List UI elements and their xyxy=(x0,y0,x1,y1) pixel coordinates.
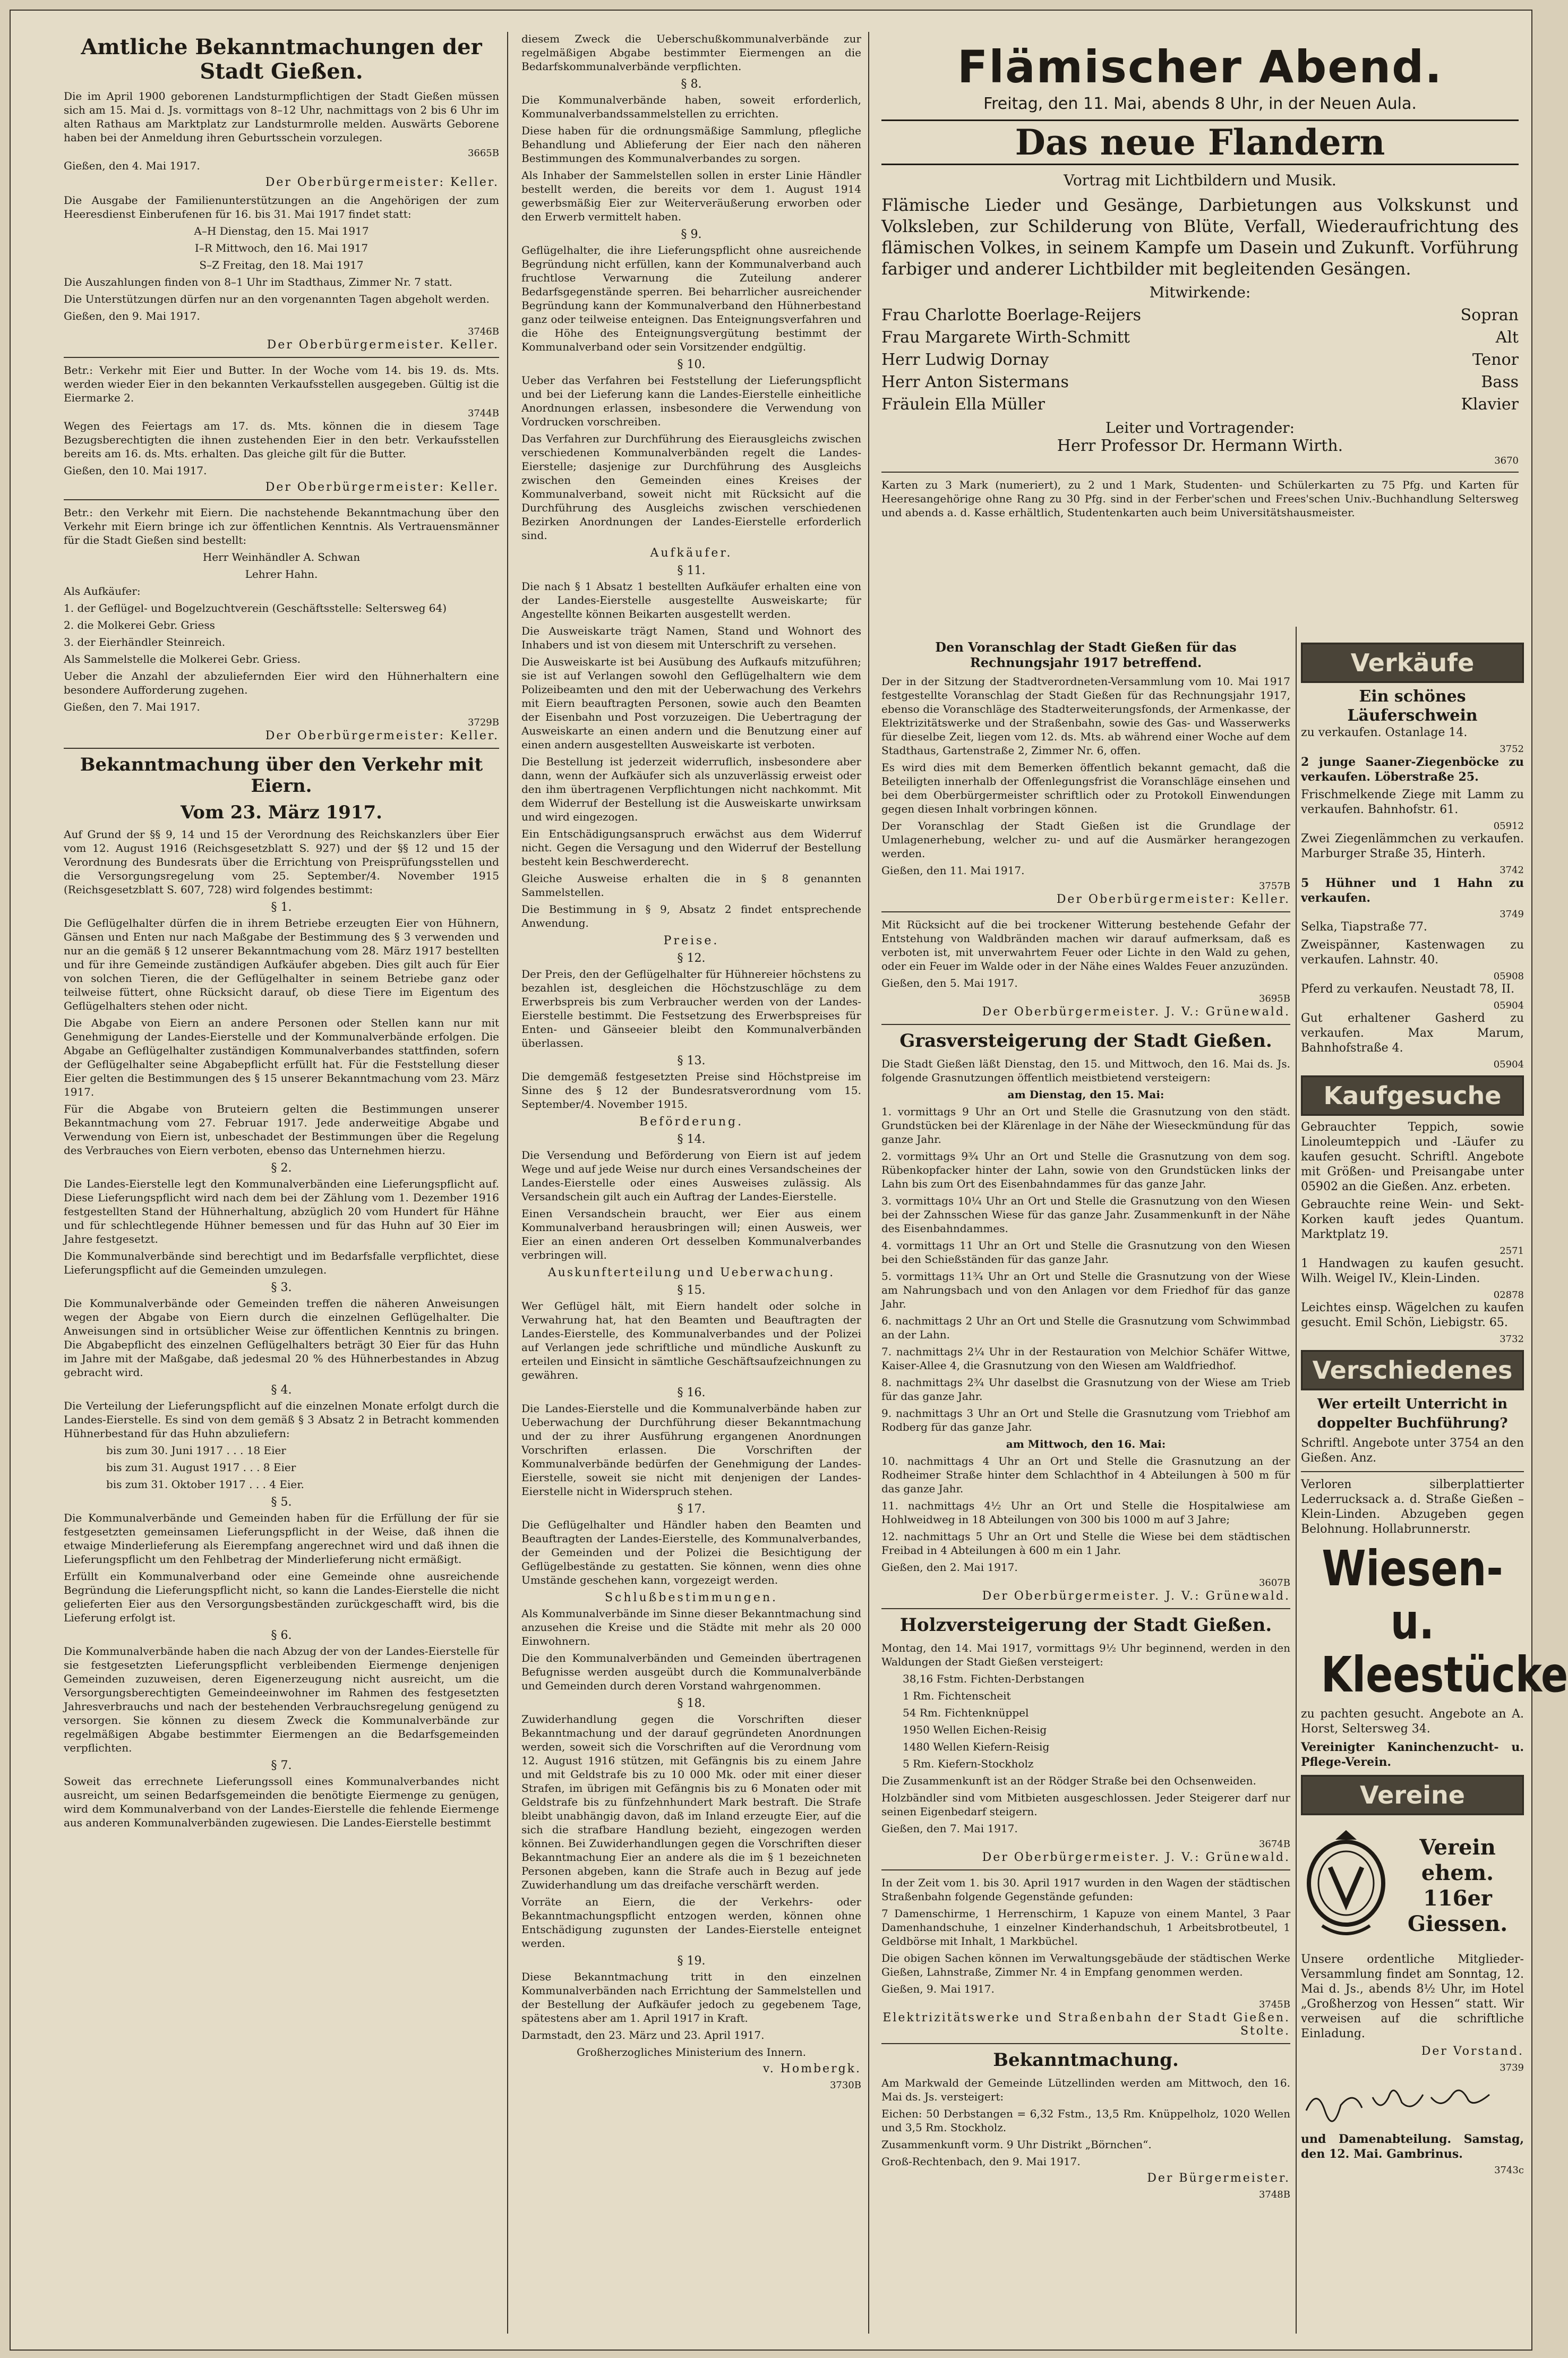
notice-line: Lehrer Hahn. xyxy=(245,568,318,580)
notice-signature: Der Oberbürgermeister. Keller. xyxy=(267,338,499,352)
notice-line: I–R Mittwoch, den 16. Mai 1917 xyxy=(194,242,369,254)
notice-signature: Der Oberbürgermeister: Keller. xyxy=(265,481,499,494)
section-heading: Bekanntmachung über den Verkehr mit Eiern. xyxy=(80,754,483,797)
notice-item: 1. vormittags 9 Uhr an Ort und Stelle die Grasnutzung von den städt. Grundstücken bei der Klärenlage in der Nähe der Wieseckmündung für das ganze Jahr. xyxy=(881,1105,1290,1146)
cast-row xyxy=(881,327,1519,349)
flemish-evening-ad xyxy=(881,32,1519,632)
column-rule xyxy=(1296,627,1297,2334)
ad-text: Zweispänner, Kastenwagen zu verkaufen. Lahnstr. 40. xyxy=(1301,938,1524,967)
handwritten-signature-icon xyxy=(1301,2084,1513,2121)
section-heading: Holzversteigerung der Stadt Gießen. xyxy=(899,1614,1272,1636)
section-number: § 4. xyxy=(271,1383,292,1397)
paragraph: Das Verfahren zur Durchführung des Eierausgleichs zwischen verschiedenen Kommunalverbänden regelt die Landes-Eierstelle; dasjenige zur Durchführung des Ausgleichs zwischen den Gemeinden eines Kreises der Kommunalverband, soweit nicht mit Rücksicht auf die Durchführung des Ausgleichs zwischen verschiedenen Bezirken Anordnungen der Landes-Eierstelle erforderlich sind. xyxy=(521,432,861,542)
cast-name: Herr Ludwig Dornay xyxy=(881,351,1049,369)
paragraph: Die nach § 1 Absatz 1 bestellten Aufkäufer erhalten eine von der Landes-Eierstelle ausgestellte Ausweiskarte; für Angestellte können Beikarten ausgestellt werden. xyxy=(521,580,861,620)
ad-text: Zwei Ziegenlämmchen zu verkaufen. Marburger Straße 35, Hinterh. xyxy=(1301,832,1524,860)
section-number: § 14. xyxy=(677,1133,706,1146)
ad-text: Leichtes einsp. Wägelchen zu kaufen gesucht. Emil Schön, Liebigstr. 65. xyxy=(1301,1301,1524,1329)
paragraph: Die Landes-Eierstelle legt den Kommunalverbänden eine Lieferungspflicht auf. Diese Lieferungspflicht wird nach dem bei der Zählung vom 1. Dezember 1916 festgestellten Stand der Hühnerhaltung, abzüglich 20 vom Hundert für Hähne und für schlechtlegende Hühner bemessen und für das Huhn auf 30 Eier im Jahre festgesetzt. xyxy=(64,1177,499,1245)
ad-number: 3742 xyxy=(1500,865,1524,876)
wood-item: 54 Rm. Fichtenknüppel xyxy=(903,1706,1029,1719)
paragraph: Die demgemäß festgesetzten Preise sind Höchstpreise im Sinne des § 12 der Bundesratsverordnung vom 15. September/4. November 1915. xyxy=(521,1070,861,1110)
paragraph: Die Verteilung der Lieferungspflicht auf die einzelnen Monate erfolgt durch die Landes-Eierstelle. Es sind von dem gemäß § 3 Absatz 2 in Betracht kommenden Hühnerbestand für das Huhn abzuliefern: xyxy=(64,1399,499,1440)
paragraph: Die Geflügelhalter dürfen die in ihrem Betriebe erzeugten Eier von Hühnern, Gänsen und Enten nur nach Maßgabe der Bestimmung des § 3 verwenden und nur an die gemäß § 12 unserer Bekanntmachung vom 28. März 1917 bestellten und für ihre Gemeinde zuständigen Aufkäufer abgeben. Dies gilt auch für Eier von solchen Tieren, die der Geflügelhalter in seinem Betriebe ganz oder teilweise füttert, ohne Rücksicht darauf, ob diese Tiere im Eigentum des Geflügelhalters stehen oder nicht. xyxy=(64,917,499,1012)
paragraph: Ueber das Verfahren bei Feststellung der Lieferungspflicht und bei der Lieferung kann die Landes-Eierstelle einheitliche Anordnungen erlassen, insbesondere die Verwendung von Vordrucken vorschreiben. xyxy=(521,374,861,428)
paragraph: Gleiche Ausweise erhalten die in § 8 genannten Sammelstellen. xyxy=(521,872,861,899)
notice-number: 3729B xyxy=(467,717,499,728)
section-title: Schlußbestimmungen. xyxy=(604,1591,778,1604)
section-number: § 18. xyxy=(677,1697,706,1710)
notice-date: Groß-Rechtenbach, den 9. Mai 1917. xyxy=(881,2155,1081,2168)
paragraph: Die Ausweiskarte trägt Namen, Stand und Wohnort des Inhabers und ist von diesem mit Unterschrift zu versehen. xyxy=(521,625,861,651)
notice-date: Gießen, den 7. Mai 1917. xyxy=(64,700,200,713)
section-number: § 3. xyxy=(271,1281,292,1294)
section-heading: Grasversteigerung der Stadt Gießen. xyxy=(899,1030,1272,1052)
ad-leader-heading: Leiter und Vortragender: xyxy=(1105,419,1295,437)
notice-text: Die Zusammenkunft ist an der Rödger Straße bei den Ochsenweiden. xyxy=(881,1774,1256,1787)
wood-item: 5 Rm. Kiefern-Stockholz xyxy=(903,1757,1034,1770)
section-number: § 13. xyxy=(677,1054,706,1067)
ad-text: Verloren silberplattierter Lederrucksack a. d. Straße Gießen – Klein-Linden. Abzugeben gegen Belohnung. Hollabrunnerstr. xyxy=(1301,1478,1524,1536)
notice-item: 11. nachmittags 4½ Uhr an Ort und Stelle die Hospitalwiese am Hohlweidweg in 18 Abteilungen von 300 bis 1000 m auf 3 Jahre; xyxy=(881,1499,1290,1526)
category-header-verkaeufe: Verkäufe xyxy=(1301,643,1524,683)
section-number: § 16. xyxy=(677,1386,706,1399)
notice-text: Die Ausgabe der Familienunterstützungen an die Angehörigen der zum Heeresdienst Einberufenen für 16. bis 31. Mai 1917 findet statt: xyxy=(64,194,499,220)
notice-text: Die Unterstützungen dürfen nur an den vorgenannten Tagen abgeholt werden. xyxy=(64,293,490,305)
notice-number: 3730B xyxy=(829,2080,861,2091)
wiesen-headline: Wiesen- u. Kleestücke xyxy=(1321,1540,1568,1703)
wood-item: 1950 Wellen Eichen-Reisig xyxy=(903,1723,1047,1736)
notice-date: Gießen, den 7. Mai 1917. xyxy=(881,1822,1018,1835)
notice-item: 6. nachmittags 2 Uhr an Ort und Stelle die Grasnutzung vom Schwimmbad an der Lahn. xyxy=(881,1314,1290,1341)
notice-date: Gießen, den 2. Mai 1917. xyxy=(881,1561,1018,1574)
paragraph: Die Versendung und Beförderung von Eiern ist auf jedem Wege und auf jede Weise nur durch eines Versandscheines der Landes-Eierstelle oder eines Ausweises zulässig. Als Versandschein gilt auch ein Auftrag der Landes-Eierstelle. xyxy=(521,1149,861,1203)
cast-row xyxy=(881,304,1519,327)
ad-text: Gut erhaltener Gasherd zu verkaufen. Max Marum, Bahnhofstraße 4. xyxy=(1301,1012,1524,1055)
notice-date: Gießen, den 5. Mai 1917. xyxy=(881,977,1018,989)
ad-text: Wer erteilt Unterricht in doppelter Buchführung? xyxy=(1317,1396,1508,1431)
paragraph: Ein Entschädigungsanspruch erwächst aus dem Widerruf nicht. Gegen die Versagung und den Widerruf der Bestellung besteht kein Beschwerderecht. xyxy=(521,827,861,868)
notice-number: 3757B xyxy=(1258,881,1290,892)
ad-text: Pferd zu verkaufen. Neustadt 78, II. xyxy=(1301,982,1515,996)
ad-number: 05904 xyxy=(1493,1059,1524,1070)
paragraph: Vorräte an Eiern, die der Verkehrs- oder Bekanntmachungspflicht entzogen werden, können ohne Entschädigung zugunsten der Landes-Eierstelle enteignet werden. xyxy=(521,1895,861,1950)
notice-date: Gießen, den 10. Mai 1917. xyxy=(64,464,207,477)
ad-text: Schriftl. Angebote unter 3754 an den Gießen. Anz. xyxy=(1301,1437,1524,1465)
notice-line: Als Aufkäufer: xyxy=(64,585,141,597)
notice-line: Als Sammelstelle die Molkerei Gebr. Griess. xyxy=(64,653,301,665)
notice-text: Der in der Sitzung der Stadtverordneten-Versammlung vom 10. Mai 1917 festgestellte Voranschlag der Stadt Gießen für das Rechnungsjahr 1917, ebenso die Voranschläge des Stadterweiterungsfonds, der Armenkasse, der Elektrizitätswerke und der Straßenbahn, sowie des Gas- und Wasserwerks für dieselbe Zeit, liegen vom 12. ds. Mts. ab während einer Woche auf dem Stadthaus, Gartenstraße 2, Zimmer Nr. 6, offen. xyxy=(881,675,1290,757)
ad-text: 2 junge Saaner-Ziegenböcke zu verkaufen. Löberstraße 25. xyxy=(1301,755,1524,784)
ad-date: Freitag, den 11. Mai, abends 8 Uhr, in der Neuen Aula. xyxy=(983,95,1417,113)
cast-name: Frau Charlotte Boerlage-Reijers xyxy=(881,306,1141,324)
notice-item: 9. nachmittags 3 Uhr an Ort und Stelle die Grasnutzung vom Triebhof am Rodberg für das ganze Jahr. xyxy=(881,1407,1290,1433)
notice-signature: Der Oberbürgermeister: Keller. xyxy=(265,176,499,189)
ad-title: Flämischer Abend. xyxy=(957,41,1443,93)
wood-item: 38,16 Fstm. Fichten-Derbstangen xyxy=(903,1672,1085,1685)
ad-text: Vereinigter Kaninchenzucht- u. Pflege-Verein. xyxy=(1301,1740,1524,1769)
notice-item: 8. nachmittags 2¾ Uhr daselbst die Grasnutzung von der Wiese am Trieb für das ganze Jahr. xyxy=(881,1376,1290,1403)
notice-item: 7. nachmittags 2¼ Uhr in der Restauration von Melchior Schäfer Wittwe, Kaiser-Allee 4, die Grasnutzung von den Wiesen am Waldfriedhof. xyxy=(881,1345,1290,1372)
paragraph: Für die Abgabe von Bruteiern gelten die Bestimmungen unserer Bekanntmachung vom 27. Februar 1917. Jede anderweitige Abgabe und Verwendung von Eiern ist, unbeschadet der Bestimmungen über die Regelung des Verbrauches von Eiern verboten, ebenso das Unternehmen hierzu. xyxy=(64,1103,499,1157)
section-number: § 9. xyxy=(681,228,702,241)
notice-text: Es wird dies mit dem Bemerken öffentlich bekannt gemacht, daß die Beteiligten innerhalb der Offenlegungsfrist die Voranschläge einsehen und bei dem Oberbürgermeister schriftlich oder zu Protokoll Einwendungen gegen diesen Inhalt vorbringen können. xyxy=(881,761,1290,815)
notice-issuer: Großherzogliches Ministerium des Innern. xyxy=(577,2046,806,2058)
notice-line: 1. der Geflügel- und Bogelzuchtverein (Geschäftsstelle: Seltersweg 64) xyxy=(64,602,447,614)
paragraph: Zuwiderhandlung gegen die Vorschriften dieser Bekanntmachung und der darauf gegründeten Anordnungen werden, soweit sich die Vorschriften auf die Verordnung vom 12. August 1916 stützen, mit Gefängnis bis zu einem Jahre und mit Geldstrafe bis zu 10 000 Mk. oder mit einer dieser Strafen, im übrigen mit Gefängnis bis zu 6 Monaten oder mit Geldstrafe bis zu fünfzehnhundert Mark bestraft. Die Strafe bleibt unabhängig davon, daß im Inland erzeugte Eier, auf die sich die strafbare Handlung bezieht, eingezogen werden können. Bei Zuwiderhandlungen gegen die Vorschriften dieser Bekanntmachung Eier an andere als die im § 1 bezeichneten Personen abgeben, kann die Strafe auch in Bezug auf jede Zuwiderhandlung um das dreifache verschärft werden. xyxy=(521,1713,861,1891)
ad-number: 05908 xyxy=(1493,971,1524,982)
section-title: Preise. xyxy=(663,934,719,947)
ad-text: Frischmelkende Ziege mit Lamm zu verkaufen. Bahnhofstr. 61. xyxy=(1301,788,1524,816)
notice-heading: Den Voranschlag der Stadt Gießen für das Rechnungsjahr 1917 betreffend. xyxy=(935,639,1237,670)
notice-number: 3745B xyxy=(1258,1999,1290,2010)
ad-number: 05912 xyxy=(1493,821,1524,832)
notice-number: 3746B xyxy=(467,326,499,337)
notice-text: Holzbändler sind vom Mitbieten ausgeschlossen. Jeder Steigerer darf nur seinen Eigenbedarf steigern. xyxy=(881,1791,1290,1818)
notice-number: 3744B xyxy=(467,408,499,419)
paragraph: Die Abgabe von Eiern an andere Personen oder Stellen kann nur mit Genehmigung der Landes-Eierstelle und der Kommunalverbände erfolgen. Die Abgabe an Geflügelhalter zuständigen Kommunalverbandes stattfinden, sofern der Geflügelhalter seine Abgabepflicht erfüllt hat. Für die Feststellung dieser Eier gelten die Bestimmungen des § 15 unserer Bekanntmachung vom 23. März 1917. xyxy=(64,1016,499,1098)
notice-day: am Dienstag, den 15. Mai: xyxy=(1007,1088,1164,1101)
notice-text: Die obigen Sachen können im Verwaltungsgebäude der städtischen Werke Gießen, Lahnstraße, Zimmer Nr. 4 in Empfang genommen werden. xyxy=(881,1952,1290,1978)
paragraph: Als Inhaber der Sammelstellen sollen in erster Linie Händler bestellt werden, die bereits vor dem 1. August 1914 gewerbsmäßig Eier zur Weiterveräußerung erworben oder den Erwerb vermittelt haben. xyxy=(521,169,861,223)
notice-text: Am Markwald der Gemeinde Lützellinden werden am Mittwoch, den 16. Mai ds. Js. versteigert: xyxy=(881,2077,1290,2103)
section-title: Beförderung. xyxy=(639,1115,744,1129)
notice-signature: Elektrizitätswerke und Straßenbahn der Stadt Gießen. Stolte. xyxy=(882,2011,1290,2038)
notice-text: Die Auszahlungen finden von 8–1 Uhr im Stadthaus, Zimmer Nr. 7 statt. xyxy=(64,276,452,288)
notice-date: Gießen, den 11. Mai 1917. xyxy=(881,864,1025,877)
section-number: § 10. xyxy=(677,358,706,371)
notice-item: 12. nachmittags 5 Uhr an Ort und Stelle die Wiese bei dem städtischen Freibad in 4 Abteilungen à 600 m ein 1 Jahr. xyxy=(881,1530,1290,1557)
ad-lead: Vortrag mit Lichtbildern und Musik. xyxy=(1064,172,1336,189)
ad-text: zu pachten gesucht. Angebote an A. Horst, Seltersweg 34. xyxy=(1301,1707,1524,1736)
paragraph: Die Kommunalverbände haben, soweit erforderlich, Kommunalverbandssammelstellen zu errichten. xyxy=(521,93,861,120)
notice-item: 2. vormittags 9¾ Uhr an Ort und Stelle die Grasnutzung von dem sog. Rübenkopfacker hinter der Lahn, sowie von den Grundstücken links der Lahn bis zum Ort des Eisenbahndammes für das ganze Jahr. xyxy=(881,1150,1290,1190)
paragraph: Die Bestellung ist jederzeit widerruflich, insbesondere aber dann, wenn der Aufkäufer sich als unzuverlässig erweist oder den ihm übertragenen Verpflichtungen nicht nachkommt. Mit dem Widerruf der Bestellung ist die Ausweiskarte unwirksam und wird eingezogen. xyxy=(521,755,861,823)
notice-signature: Der Oberbürgermeister. J. V.: Grünewald. xyxy=(982,1590,1290,1603)
cast-role: Sopran xyxy=(1460,306,1519,324)
ad-number: 2571 xyxy=(1500,1245,1524,1257)
paragraph: bis zum 31. August 1917 . . . 8 Eier xyxy=(106,1461,296,1474)
section-title: Aufkäufer. xyxy=(650,546,733,560)
paragraph: Geflügelhalter, die ihre Lieferungspflicht ohne ausreichende Begründung nicht erfüllen, kann der Kommunalverband auch fruchtlose Verwarnung die Zuteilung anderer Bedarfsgegenstände sperren. Bei beharrlicher ausreichender Begründung kann der Kommunalverband den Hühnerbestand ganz oder teilweise enteignen. Das Enteignungsverfahren und die Höhe des Enteignungsvergütung bestimmt der Kommunalverband oder sein Vorsitzender endgültig. xyxy=(521,244,861,353)
ad-number: 3670 xyxy=(1494,455,1519,466)
notice-item: 5. vormittags 11¾ Uhr an Ort und Stelle die Grasnutzung von der Wiese am Nahrungsbach und von den Anlagen vor dem Friedhof für das ganze Jahr. xyxy=(881,1270,1290,1310)
paragraph: Diese Bekanntmachung tritt in den einzelnen Kommunalverbänden nach Errichtung der Sammelstellen und der Bestellung der Aufkäufer jedoch zu gegebenem Tage, spätestens aber am 1. April 1917 in Kraft. xyxy=(521,1970,861,2024)
ad-text: zu verkaufen. Ostanlage 14. xyxy=(1301,726,1468,739)
section-subheading: Vom 23. März 1917. xyxy=(181,802,382,823)
ad-tickets: Karten zu 3 Mark (numeriert), zu 2 und 1 Mark, Studenten- und Schülerkarten zu 75 Pfg. und Karten für Heeresangehörige ohne Rang zu 30 Pfg. sind in der Ferber'schen und Frees'schen Univ.-Buchhandlung Seltersweg und abends a. d. Kasse erhältlich, Studentenkarten auch beim Universitätshausmeister. xyxy=(881,479,1519,519)
notice-text: Eichen: 50 Derbstangen = 6,32 Fstm., 13,5 Rm. Knüppelholz, 1020 Wellen und 3,5 Rm. Stockholz. xyxy=(881,2107,1290,2134)
notice-number: 3674B xyxy=(1258,1839,1290,1850)
section-number: § 1. xyxy=(271,901,292,914)
notice-date: Gießen, den 9. Mai 1917. xyxy=(64,310,200,322)
cast-name: Herr Anton Sistermans xyxy=(881,373,1069,391)
section-number: § 15. xyxy=(677,1284,706,1297)
notice-number: 3748B xyxy=(1258,2189,1290,2200)
ad-number: 3739 xyxy=(1500,2062,1524,2073)
cast-role: Bass xyxy=(1481,373,1519,391)
paragraph: Auf Grund der §§ 9, 14 und 15 der Verordnung des Reichskanzlers über Eier vom 12. August 1916 (Reichsgesetzblatt S. 927) und der §§ 12 und 15 der Verordnung des Bundesrats über die Errichtung von Preisprüfungsstellen und die Versorgungsregelung vom 25. September/4. November 1915 (Reichsgesetzblatt S. 607, 728) wird folgendes bestimmt: xyxy=(64,828,499,896)
paragraph: Die Ausweiskarte ist bei Ausübung des Aufkaufs mitzuführen; sie ist auf Verlangen sowohl den Geflügelhaltern wie dem Polizeibeamten und den mit der Ueberwachung des Verkehrs mit Eiern beauftragten Personen, sowie auch den Beamten der Eisenbahn und Post vorzuzeigen. Die Uebertragung der Ausweiskarte an einen andern und die Benutzung einer auf einen andern ausgestellten Ausweiskarte ist verboten. xyxy=(521,655,861,751)
notice-item: 4. vormittags 11 Uhr an Ort und Stelle die Grasnutzung von den Wiesen bei den Schießständen für das ganze Jahr. xyxy=(881,1239,1290,1266)
column-rule xyxy=(868,32,869,2334)
newspaper-page xyxy=(10,10,1568,2351)
notice-number: 3695B xyxy=(1258,993,1290,1004)
notice-number: 3665B xyxy=(467,148,499,159)
ad-text: Unsere ordentliche Mitglieder-Versammlung findet am Sonntag, 12. Mai d. Js., abends 8½ Uhr, im Hotel „Großherzog von Hessen“ statt. Wir verweisen auf die schriftliche Einladung. xyxy=(1301,1953,1524,2040)
notice-date: Darmstadt, den 23. März und 23. April 1917. xyxy=(521,2029,765,2041)
section-number: § 2. xyxy=(271,1161,292,1175)
ad-cast-list xyxy=(881,304,1519,416)
paragraph: Die Landes-Eierstelle und die Kommunalverbände haben zur Ueberwachung der Durchführung dieser Bekanntmachung und der zu ihrer Ausführung ergangenen Anordnungen Vorschriften erlassen. Die Vorschriften der Kommunalverbände bedürfen der Genehmigung der Landes-Eierstelle, soweit sie nicht mit denjenigen der Landes-Eierstelle nicht in Widerspruch stehen. xyxy=(521,1402,861,1498)
paragraph: Die den Kommunalverbänden und Gemeinden übertragenen Befugnisse werden ausgeübt durch die Kommunalverbände und Gemeinden durch deren Vorstand wahrgenommen. xyxy=(521,1652,861,1692)
ad-headline: Das neue Flandern xyxy=(881,119,1519,165)
ad-cast-heading: Mitwirkende: xyxy=(1149,284,1251,301)
ad-text: Gebrauchter Teppich, sowie Linoleumteppich und -Läufer zu kaufen gesucht. Schriftl. Angebote mit Größen- und Preisangabe unter 05902 an die Gießen. Anz. erbeten. xyxy=(1301,1121,1524,1193)
notice-line: Herr Weinhändler A. Schwan xyxy=(202,551,361,563)
ad-number: 3749 xyxy=(1500,909,1524,920)
paragraph: Die Kommunalverbände und Gemeinden haben für die Erfüllung der für sie festgesetzten gemeinsamen Lieferungspflicht in der Weise, daß ihnen die etwaige Minderlieferung als Eierempfang angerechnet wird und daß ihnen die Lieferungspflicht um den Fehlbetrag der Minderlieferung nicht ermäßigt. xyxy=(64,1511,499,1566)
notice-text: 7 Damenschirme, 1 Herrenschirm, 1 Kapuze von einem Mantel, 3 Paar Damenhandschuhe, 1 einzelner Kinderhandschuh, 1 Arbeitsbrotbeutel, 1 Geldbörse mit Inhalt, 1 Markbüchel. xyxy=(881,1907,1290,1947)
paragraph: Die Geflügelhalter und Händler haben den Beamten und Beauftragten der Landes-Eierstelle, des Kommunalverbandes, der Gemeinden und der Polizei die Besichtigung der Geflügelbestände zu gestatten. Sie können, wenn dies ohne Umstände geschehen kann, vorgezeigt werden. xyxy=(521,1518,861,1586)
notice-text: In der Zeit vom 1. bis 30. April 1917 wurden in den Wagen der städtischen Straßenbahn folgende Gegenstände gefunden: xyxy=(881,1876,1290,1903)
notice-signature: Der Oberbürgermeister. J. V.: Grünewald. xyxy=(982,1005,1290,1019)
section-heading: Bekanntmachung. xyxy=(993,2049,1179,2071)
section-number: § 11. xyxy=(677,564,706,577)
paragraph: Die Kommunalverbände haben die nach Abzug der von der Landes-Eierstelle für sie festgesetzten Lieferungspflicht verbleibenden Eiermenge denjenigen Gemeinden zuzuweisen, deren Eigenerzeugung nicht ausreicht, um die Versorgungsberechtigten Gemeindeeinwohner im Rahmen des festgesetzten Jahresverbrauchs und nach der bestehenden Verbrauchsregelung genügend zu versorgen. Sie können zu diesem Zweck die Kommunalverbände zur regelmäßigen Abgabe bestimmter Eiermengen an die Bedarfsgemeinden verpflichten. xyxy=(64,1645,499,1754)
paragraph: Als Kommunalverbände im Sinne dieser Bekanntmachung sind anzusehen die Kreise und die Städte mit mehr als 20 000 Einwohnern. xyxy=(521,1607,861,1647)
notice-text: Montag, den 14. Mai 1917, vormittags 9½ Uhr beginnend, werden in den Waldungen der Stadt Gießen versteigert: xyxy=(881,1642,1290,1668)
ad-text: Gebrauchte reine Wein- und Sekt-Korken kauft jedes Quantum. Marktplatz 19. xyxy=(1301,1198,1524,1241)
notice-text: Die im April 1900 geborenen Landsturmpflichtigen der Stadt Gießen müssen sich am 15. Mai d. Js. vormittags von 8–12 Uhr, nachmittags von 2 bis 6 Uhr im alten Rathaus am Marktplatz zur Landsturmrolle melden. Auswärts Geborene haben bei der Anmeldung ihren Geburtsschein vorzulegen. xyxy=(64,90,499,144)
ad-number: 3732 xyxy=(1500,1334,1524,1345)
ad-number: 3743c xyxy=(1494,2165,1524,2176)
notice-text: Der Voranschlag der Stadt Gießen ist die Grundlage der Umlagenerhebung, welcher zu- und auf die Ausmärker herangezogen werden. xyxy=(881,819,1290,860)
column-rule xyxy=(507,32,508,2334)
regimental-emblem-icon xyxy=(1301,1825,1391,1947)
paragraph: bis zum 30. Juni 1917 . . . 18 Eier xyxy=(106,1444,286,1457)
paragraph: Diese haben für die ordnungsmäßige Sammlung, pflegliche Behandlung und Ablieferung der Eier nach den näheren Bestimmungen des Kommunalverbandes zu sorgen. xyxy=(521,124,861,165)
ad-number: 02878 xyxy=(1493,1289,1524,1301)
cast-role: Tenor xyxy=(1472,351,1519,369)
notice-signature: Der Oberbürgermeister. J. V.: Grünewald. xyxy=(982,1851,1290,1864)
notice-number: 3607B xyxy=(1258,1577,1290,1588)
notice-text: Mit Rücksicht auf die bei trockener Witterung bestehende Gefahr der Entstehung von Waldbränden machen wir darauf aufmerksam, daß es verboten ist, mit unverwahrtem Feuer oder Lichte in den Wald zu gehen, oder ein Feuer im Walde oder in der Nähe eines Waldes Feuer anzuzünden. xyxy=(881,918,1290,972)
column-2 xyxy=(521,32,861,2334)
notice-item: 10. nachmittags 4 Uhr an Ort und Stelle die Grasnutzung an der Rodheimer Straße hinter dem Schlachthof in 4 Abteilungen à 500 m für das ganze Jahr. xyxy=(881,1455,1290,1495)
paragraph: Erfüllt ein Kommunalverband oder eine Gemeinde ohne ausreichende Begründung die Lieferungspflicht nicht, so kann die Landes-Eierstelle die nicht gelieferten Eier aus den Versorgungsbeständen zurückgeschafft wird, bis die Lieferung erfolgt ist. xyxy=(64,1570,499,1624)
paragraph: Soweit das errechnete Lieferungssoll eines Kommunalverbandes nicht ausreicht, um seinen Bedarfsgemeinden die benötigte Eiermenge zu genügen, wird dem Kommunalverband von der Landes-Eierstelle die fehlende Eiermenge aus anderen Kommunalverbänden zugewiesen. Die Landes-Eierstelle bestimmt xyxy=(64,1775,499,1829)
paragraph: Der Preis, den der Geflügelhalter für Hühnereier höchstens zu bezahlen ist, desgleichen die Höchstzuschläge zu dem Erwerbspreis bis zum Verbraucher werden von der Landes-Eierstelle bestimmt. Die Festsetzung des Erwerbspreises für Enten- und Gänseeier bleibt den Kommunalverbänden überlassen. xyxy=(521,968,861,1049)
section-number: § 19. xyxy=(677,1954,706,1968)
cast-row xyxy=(881,394,1519,416)
paragraph: Die Kommunalverbände oder Gemeinden treffen die näheren Anweisungen wegen der Abgabe von Eiern durch die einzelnen Geflügelhalter. Die Anweisungen sind in ortsüblicher Weise zur öffentlichen Kenntnis zu bringen. Die Abgabepflicht des einzelnen Geflügelhalters beträgt 30 Eier für das Huhn im Jahre mit der Maßgabe, daß jedesmal 20 % des Hühnerbestandes in Abzug gebracht wird. xyxy=(64,1297,499,1379)
notice-text: Die Stadt Gießen läßt Dienstag, den 15. und Mittwoch, den 16. Mai ds. Js. folgende Grasnutzungen öffentlich meistbietend versteigern: xyxy=(881,1057,1290,1084)
notice-text: Betr.: den Verkehr mit Eiern. Die nachstehende Bekanntmachung über den Verkehr mit Eiern bringe ich zur öffentlichen Kenntnis. Als Vertrauensmänner für die Stadt Gießen sind bestellt: xyxy=(64,506,499,546)
notice-line: S–Z Freitag, den 18. Mai 1917 xyxy=(199,259,364,271)
category-header-verschiedenes: Verschiedenes xyxy=(1301,1350,1524,1390)
ad-text: 5 Hühner und 1 Hahn zu verkaufen. xyxy=(1301,876,1524,905)
category-header-vereine: Vereine xyxy=(1301,1775,1524,1815)
notice-text: Wegen des Feiertags am 17. ds. Mts. können die in diesem Tage Bezugsberechtigten die ihnen zustehenden Eier in den betr. Verkaufsstellen bereits am 16. ds. Mts. erhalten. Das gleiche gilt für die Butter. xyxy=(64,420,499,460)
notice-signature: v. Hombergk. xyxy=(762,2062,861,2075)
column-1 xyxy=(64,32,499,2334)
ad-body: Flämische Lieder und Gesänge, Darbietungen aus Volkskunst und Volksleben, zur Schilderung von Blüte, Verfall, Wiederaufrichtung des flämischen Volkes, in seinem Kampfe um Dasein und Zukunft. Vorführung farbiger und anderer Lichtbilder mit begleitenden Gesängen. xyxy=(881,195,1519,279)
section-number: § 7. xyxy=(271,1759,292,1772)
ad-text: und Damenabteilung. Samstag, den 12. Mai. Gambrinus. xyxy=(1301,2132,1524,2161)
paragraph: Die Bestimmung in § 9, Absatz 2 findet entsprechende Anwendung. xyxy=(521,903,861,929)
paragraph: Einen Versandschein braucht, wer Eier aus einem Kommunalverband herausbringen will; einen Ausweis, wer Eier an einen anderen Ort desselben Kommunalverbandes verbringen will. xyxy=(521,1207,861,1261)
ad-leader: Herr Professor Dr. Hermann Wirth. xyxy=(1057,437,1343,455)
notice-line: A–H Dienstag, den 15. Mai 1917 xyxy=(194,225,369,237)
club-ad xyxy=(1301,1819,1524,1952)
section-title: Auskunfterteilung und Ueberwachung. xyxy=(547,1266,835,1279)
paragraph: Wer Geflügel hält, mit Eiern handelt oder solche in Verwahrung hat, hat den Beamten und Beauftragten der Landes-Eierstelle, des Kommunalverbandes und der Polizei auf Verlangen jede schriftliche und mündliche Auskunft zu erteilen und Einsicht in sämtliche Geschäftsaufzeichnungen zu gewähren. xyxy=(521,1300,861,1381)
section-number: § 8. xyxy=(681,78,702,91)
section-number: § 12. xyxy=(677,952,706,965)
club-name: Verein ehem. 116er Giessen. xyxy=(1407,1835,1508,1936)
column-3 xyxy=(881,637,1290,2334)
section-number: § 5. xyxy=(271,1496,292,1509)
ad-text: Selka, Tiapstraße 77. xyxy=(1301,920,1427,934)
section-number: § 17. xyxy=(677,1502,706,1516)
wood-item: 1480 Wellen Kiefern-Reisig xyxy=(903,1740,1050,1753)
column-4-classifieds xyxy=(1301,637,1568,2334)
notice-text: Ueber die Anzahl der abzuliefernden Eier wird den Hühnerhaltern eine besondere Aufforderung zugehen. xyxy=(64,670,499,696)
ad-signature: Der Vorstand. xyxy=(1421,2045,1524,2058)
category-header-kaufgesuche: Kaufgesuche xyxy=(1301,1075,1524,1116)
notice-line: 3. der Eierhändler Steinreich. xyxy=(64,636,226,648)
ad-number: 3752 xyxy=(1500,744,1524,755)
cast-name: Frau Margarete Wirth-Schmitt xyxy=(881,328,1130,347)
paragraph: diesem Zweck die Ueberschußkommunalverbände zur regelmäßigen Abgabe bestimmter Eiermengen an die Bedarfskommunalverbände verpflichten. xyxy=(521,32,861,73)
cast-role: Klavier xyxy=(1461,395,1519,414)
cast-name: Fräulein Ella Müller xyxy=(881,395,1045,414)
notice-signature: Der Bürgermeister. xyxy=(1147,2172,1290,2185)
ad-number: 05904 xyxy=(1493,1000,1524,1011)
section-number: § 6. xyxy=(271,1629,292,1642)
notice-day: am Mittwoch, den 16. Mai: xyxy=(1006,1438,1166,1450)
paragraph: Die Kommunalverbände sind berechtigt und im Bedarfsfalle verpflichtet, diese Lieferungspflicht auf die Gemeinden umzulegen. xyxy=(64,1250,499,1276)
ad-text: 1 Handwagen zu kaufen gesucht. Wilh. Weigel IV., Klein-Linden. xyxy=(1301,1257,1524,1285)
notice-signature: Der Oberbürgermeister: Keller. xyxy=(1056,893,1290,906)
notice-date: Gießen, 9. Mai 1917. xyxy=(881,1983,995,1995)
section-heading: Amtliche Bekanntmachungen der Stadt Gießen. xyxy=(81,35,482,84)
notice-date: Gießen, den 4. Mai 1917. xyxy=(64,159,200,172)
notice-line: 2. die Molkerei Gebr. Griess xyxy=(64,619,215,631)
paragraph: bis zum 31. Oktober 1917 . . . 4 Eier. xyxy=(106,1478,304,1491)
notice-signature: Der Oberbürgermeister: Keller. xyxy=(265,729,499,742)
cast-role: Alt xyxy=(1495,328,1519,347)
wood-item: 1 Rm. Fichtenscheit xyxy=(903,1689,1011,1702)
notice-text: Zusammenkunft vorm. 9 Uhr Distrikt „Börnchen“. xyxy=(881,2138,1152,2151)
cast-row xyxy=(881,349,1519,371)
notice-item: 3. vormittags 10¼ Uhr an Ort und Stelle die Grasnutzung von den Wiesen bei der Zahnsschen Wiese für das ganze Jahr. Zusammenkunft in der Nähe des Eisenbahndammes. xyxy=(881,1194,1290,1235)
cast-row xyxy=(881,371,1519,394)
ad-headline: Ein schönes Läuferschwein xyxy=(1347,687,1478,725)
notice-text: Betr.: Verkehr mit Eier und Butter. In der Woche vom 14. bis 19. ds. Mts. werden wieder Eier in den bekannten Verkaufsstellen ausgegeben. Gültig ist die Eiermarke 2. xyxy=(64,364,499,404)
